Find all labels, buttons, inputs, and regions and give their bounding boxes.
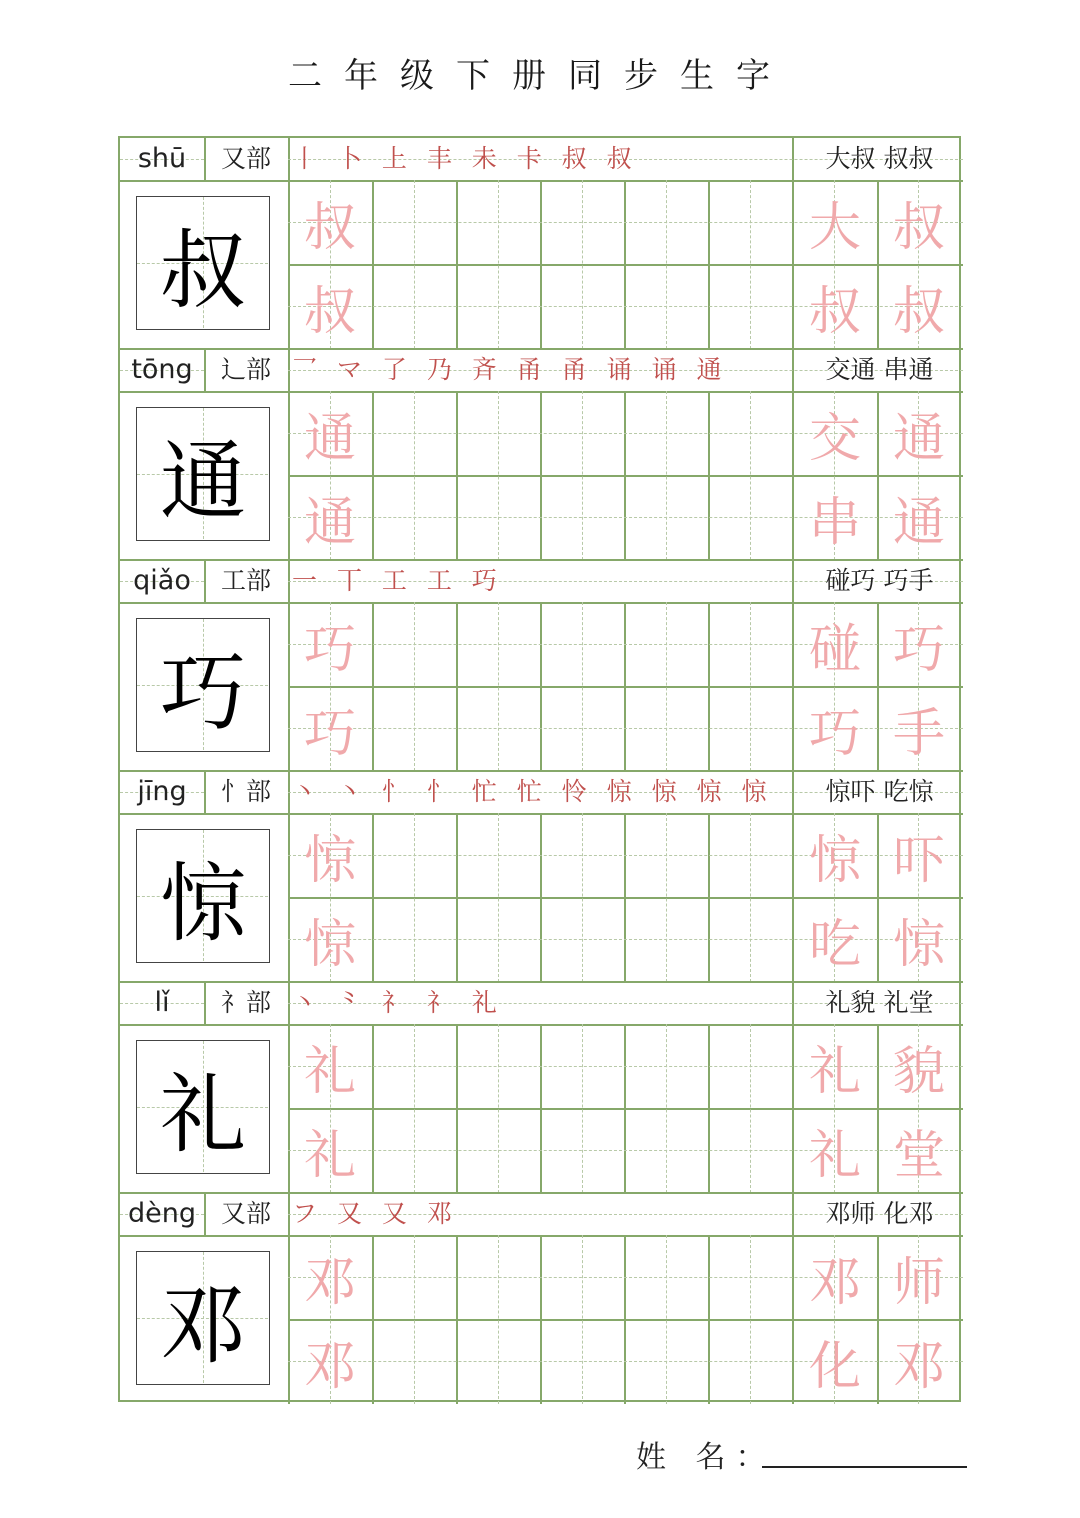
pinyin-label: jīng: [137, 776, 187, 807]
practice-cell[interactable]: [372, 602, 456, 686]
practice-cell[interactable]: [624, 602, 708, 686]
model-char-box: [136, 196, 270, 330]
practice-cell[interactable]: [456, 1235, 540, 1319]
word-trace-char[interactable]: 堂: [892, 1125, 945, 1186]
practice-cell[interactable]: [540, 686, 624, 770]
practice-cell[interactable]: [372, 1319, 456, 1403]
practice-cell[interactable]: [708, 1235, 792, 1319]
trace-char[interactable]: 礼: [303, 1125, 356, 1186]
pinyin-label: lǐ: [154, 987, 170, 1018]
practice-cell[interactable]: [456, 264, 540, 348]
practice-cell[interactable]: [372, 813, 456, 897]
pinyin-label: qiǎo: [133, 565, 191, 596]
stroke-order: 丶 丶 忄 忄 忙 忙 怜 惊 惊 惊 惊: [292, 777, 773, 806]
practice-cell[interactable]: [456, 1319, 540, 1403]
word-trace-char[interactable]: 惊: [808, 830, 861, 891]
practice-cell[interactable]: [540, 1235, 624, 1319]
model-char-box: [136, 407, 270, 541]
practice-cell[interactable]: [708, 1319, 792, 1403]
word-trace-char[interactable]: 串: [808, 492, 861, 553]
example-words: 礼貌 礼堂: [825, 988, 934, 1017]
practice-cell[interactable]: [708, 391, 792, 475]
practice-cell[interactable]: [456, 1108, 540, 1192]
word-trace-char[interactable]: 师: [892, 1252, 945, 1313]
pinyin-label: dèng: [127, 1198, 196, 1229]
model-char: 惊: [160, 854, 246, 954]
practice-cell[interactable]: [540, 813, 624, 897]
radical-label: 辶部: [220, 355, 271, 384]
model-char: 通: [160, 432, 246, 532]
practice-cell[interactable]: [456, 813, 540, 897]
practice-cell[interactable]: [624, 1235, 708, 1319]
practice-cell[interactable]: [456, 180, 540, 264]
trace-char[interactable]: 叔: [303, 281, 356, 342]
practice-cell[interactable]: [624, 264, 708, 348]
radical-label: 忄部: [220, 777, 271, 806]
practice-cell[interactable]: [624, 897, 708, 981]
practice-cell[interactable]: [372, 1108, 456, 1192]
practice-cell[interactable]: [456, 897, 540, 981]
practice-cell[interactable]: [456, 1024, 540, 1108]
practice-cell[interactable]: [372, 264, 456, 348]
practice-cell[interactable]: [540, 1024, 624, 1108]
practice-cell[interactable]: [372, 897, 456, 981]
pinyin-label: tōng: [131, 354, 193, 385]
example-words: 交通 串通: [825, 355, 934, 384]
practice-cell[interactable]: [708, 813, 792, 897]
practice-cell[interactable]: [456, 475, 540, 559]
practice-cell[interactable]: [708, 897, 792, 981]
practice-cell[interactable]: [372, 1024, 456, 1108]
word-trace-char[interactable]: 交: [808, 408, 861, 469]
word-trace-char[interactable]: 叔: [892, 197, 945, 258]
word-trace-char[interactable]: 叔: [892, 281, 945, 342]
practice-cell[interactable]: [540, 1319, 624, 1403]
practice-cell[interactable]: [456, 686, 540, 770]
practice-cell[interactable]: [708, 180, 792, 264]
word-trace-char[interactable]: 通: [892, 492, 945, 553]
trace-char[interactable]: 通: [303, 408, 356, 469]
word-trace-char[interactable]: 碰: [808, 619, 861, 680]
char-block: [120, 771, 963, 982]
radical-label: 又部: [220, 144, 271, 173]
practice-cell[interactable]: [540, 264, 624, 348]
practice-cell[interactable]: [540, 391, 624, 475]
model-char: 邓: [160, 1276, 246, 1376]
practice-cell[interactable]: [708, 602, 792, 686]
practice-cell[interactable]: [624, 686, 708, 770]
trace-char[interactable]: 邓: [303, 1336, 356, 1397]
name-blank-line[interactable]: [762, 1466, 967, 1468]
stroke-order: 丨 卜 上 丰 未 卡 叔 叔: [292, 144, 638, 173]
word-trace-char[interactable]: 吓: [892, 830, 945, 891]
trace-char[interactable]: 惊: [303, 914, 356, 975]
model-char: 礼: [160, 1065, 246, 1165]
word-trace-char[interactable]: 巧: [808, 703, 861, 764]
example-words: 惊吓 吃惊: [825, 777, 934, 806]
practice-cell[interactable]: [540, 475, 624, 559]
practice-cell[interactable]: [708, 1108, 792, 1192]
char-block: [120, 138, 963, 349]
char-block: [120, 982, 963, 1193]
practice-cell[interactable]: [624, 180, 708, 264]
practice-cell[interactable]: [540, 1108, 624, 1192]
practice-cell[interactable]: [540, 180, 624, 264]
model-char: 巧: [160, 643, 246, 743]
char-block: [120, 1193, 963, 1404]
practice-cell[interactable]: [708, 1024, 792, 1108]
practice-cell[interactable]: [372, 475, 456, 559]
word-trace-char[interactable]: 礼: [808, 1041, 861, 1102]
practice-cell[interactable]: [540, 897, 624, 981]
practice-cell[interactable]: [372, 1235, 456, 1319]
word-trace-char[interactable]: 巧: [892, 619, 945, 680]
practice-cell[interactable]: [624, 391, 708, 475]
model-char: 叔: [160, 221, 246, 321]
practice-cell[interactable]: [456, 602, 540, 686]
practice-cell[interactable]: [624, 813, 708, 897]
practice-cell[interactable]: [372, 391, 456, 475]
trace-char[interactable]: 叔: [303, 197, 356, 258]
char-block: [120, 349, 963, 560]
page-title: 二年级下册同步生字: [288, 56, 792, 96]
practice-cell[interactable]: [372, 180, 456, 264]
model-char-box: [136, 1251, 270, 1385]
trace-char[interactable]: 通: [303, 492, 356, 553]
practice-cell[interactable]: [708, 686, 792, 770]
word-trace-char[interactable]: 手: [892, 703, 945, 764]
example-words: 邓师 化邓: [825, 1199, 934, 1228]
practice-cell[interactable]: [624, 1024, 708, 1108]
word-trace-char[interactable]: 礼: [808, 1125, 861, 1186]
trace-char[interactable]: 邓: [303, 1252, 356, 1313]
trace-char[interactable]: 巧: [303, 703, 356, 764]
practice-cell[interactable]: [456, 391, 540, 475]
radical-label: 又部: [220, 1199, 271, 1228]
trace-char[interactable]: 巧: [303, 619, 356, 680]
practice-cell[interactable]: [624, 1319, 708, 1403]
model-char-box: [136, 618, 270, 752]
word-trace-char[interactable]: 邓: [808, 1252, 861, 1313]
practice-cell[interactable]: [708, 475, 792, 559]
word-trace-char[interactable]: 吃: [808, 914, 861, 975]
practice-sheet: [118, 136, 961, 1402]
practice-cell[interactable]: [708, 264, 792, 348]
word-trace-char[interactable]: 化: [808, 1336, 861, 1397]
example-words: 碰巧 巧手: [825, 566, 934, 595]
word-trace-char[interactable]: 叔: [808, 281, 861, 342]
name-label: 姓 名：: [636, 1440, 776, 1475]
trace-char[interactable]: 惊: [303, 830, 356, 891]
example-words: 大叔 叔叔: [825, 144, 934, 173]
word-trace-char[interactable]: 貌: [892, 1041, 945, 1102]
word-trace-char[interactable]: 大: [808, 197, 861, 258]
stroke-order: 乛 マ 了 乃 斉 甬 甬 诵 诵 通: [292, 355, 728, 384]
practice-cell[interactable]: [624, 475, 708, 559]
radical-label: 工部: [220, 566, 271, 595]
stroke-order: 一 丅 工 工 巧: [292, 566, 503, 595]
practice-cell[interactable]: [624, 1108, 708, 1192]
trace-char[interactable]: 礼: [303, 1041, 356, 1102]
model-char-box: [136, 1040, 270, 1174]
practice-cell[interactable]: [372, 686, 456, 770]
word-trace-char[interactable]: 通: [892, 408, 945, 469]
stroke-order: フ 又 又 邓: [292, 1199, 458, 1228]
char-block: [120, 560, 963, 771]
radical-label: 礻部: [220, 988, 271, 1017]
pinyin-label: shū: [137, 143, 187, 174]
model-char-box: [136, 829, 270, 963]
word-trace-char[interactable]: 惊: [892, 914, 945, 975]
word-trace-char[interactable]: 邓: [892, 1336, 945, 1397]
practice-cell[interactable]: [540, 602, 624, 686]
stroke-order: 丶 ⺀ 礻 礻 礼: [292, 988, 503, 1017]
